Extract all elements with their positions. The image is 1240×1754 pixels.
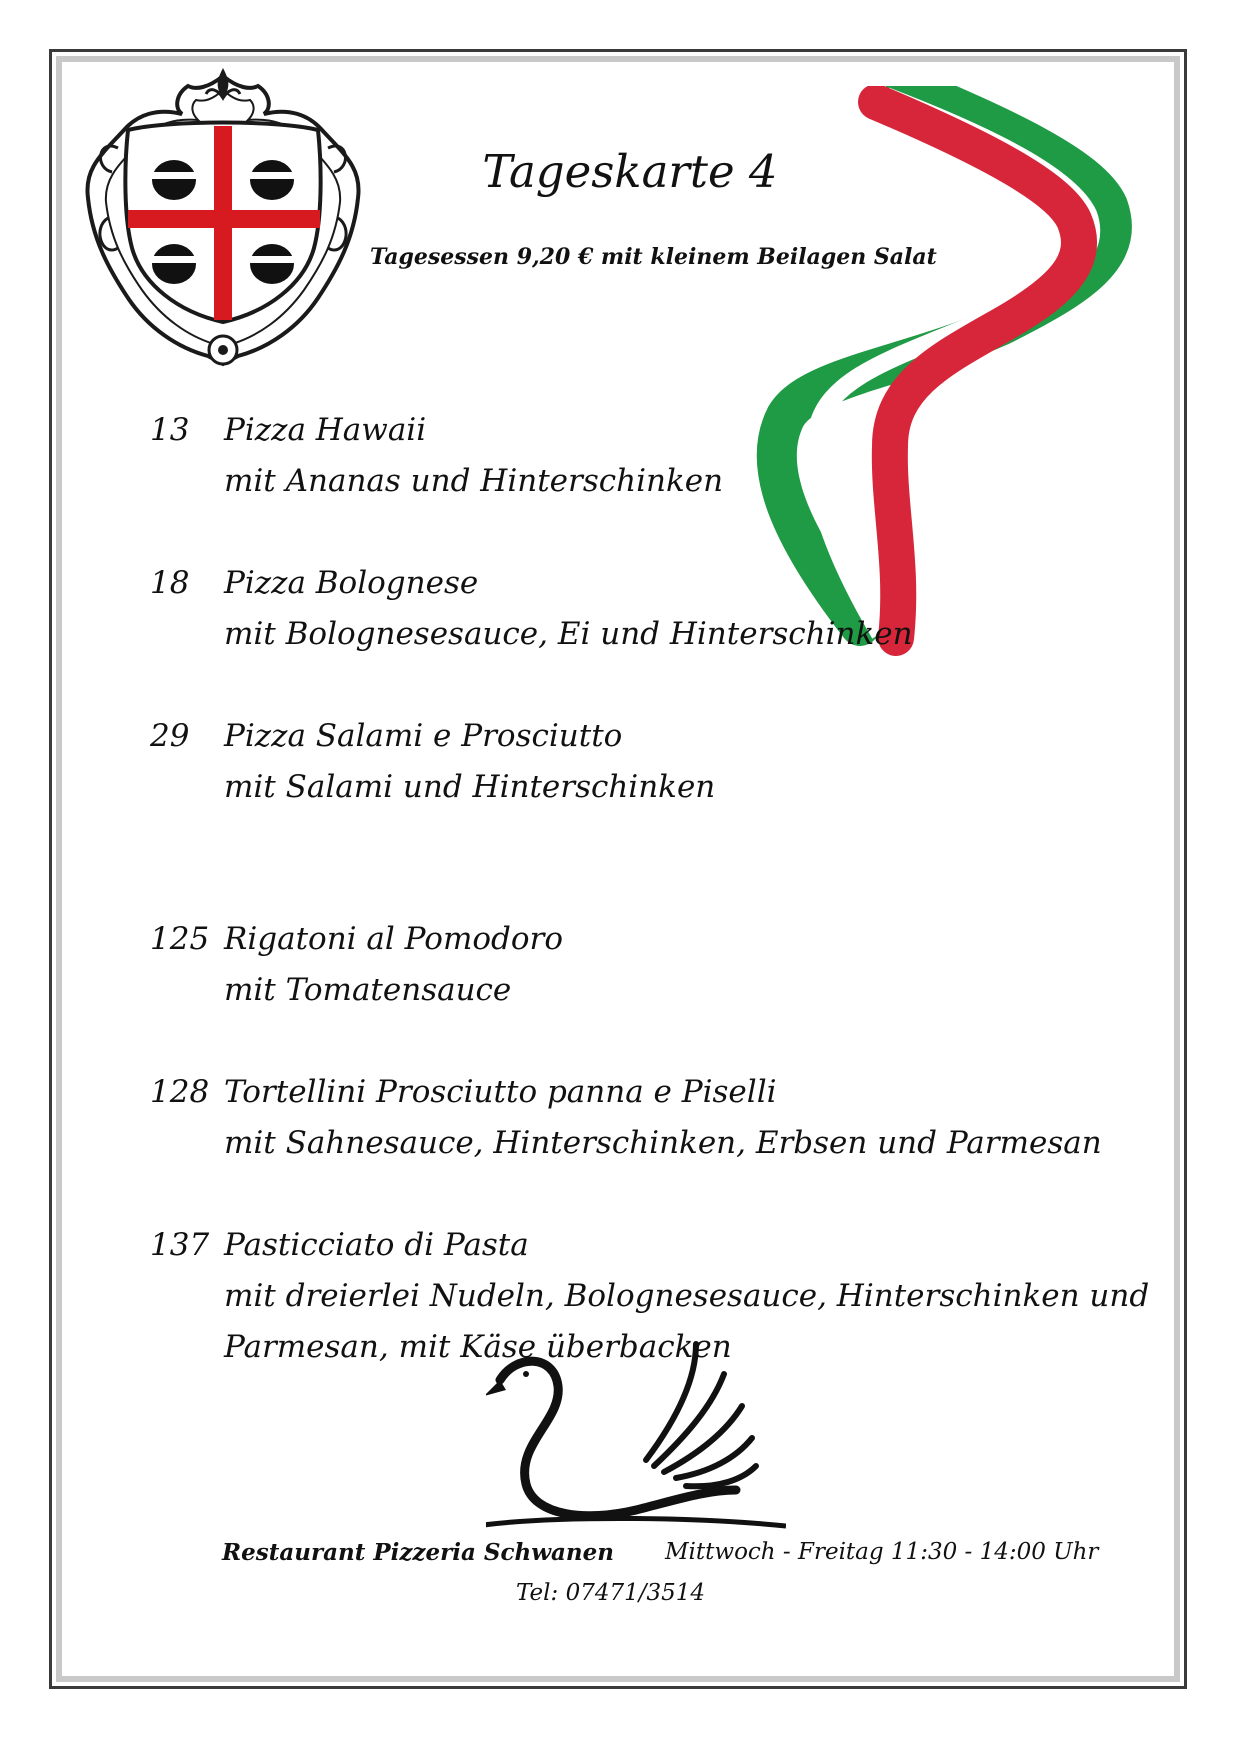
- sardinia-crest-icon: [78, 68, 368, 378]
- menu-item: [150, 558, 1050, 660]
- menu-item-description: mit Ananas und Hinterschinken: [224, 463, 724, 499]
- menu-item-description: mit Sahnesauce, Hinterschinken, Erbsen und Parmesan: [224, 1125, 1102, 1161]
- menu-item-description: Parmesan, mit Käse überbacken: [224, 1329, 732, 1365]
- menu-item-description: mit dreierlei Nudeln, Bolognesesauce, Hinterschinken und: [224, 1278, 1150, 1314]
- menu-item-description: mit Bolognesesauce, Ei und Hinterschinken: [224, 616, 913, 652]
- menu-item-name: Pizza Hawaii: [224, 412, 427, 448]
- menu-item-number: 29: [150, 718, 190, 754]
- menu-item-number: 125: [150, 921, 210, 957]
- menu-item-number: 18: [150, 565, 190, 601]
- phone-number: Tel: 07471/3514: [516, 1580, 706, 1606]
- menu-item: [150, 1067, 1102, 1169]
- swan-logo-icon: [486, 1340, 786, 1540]
- menu-title: Tageskarte 4: [482, 145, 778, 198]
- menu-item-name: Pizza Salami e Prosciutto: [224, 718, 623, 754]
- menu-item: [150, 405, 1050, 507]
- restaurant-name: Restaurant Pizzeria Schwanen: [222, 1539, 614, 1566]
- menu-item-number: 137: [150, 1227, 210, 1263]
- menu-item-number: 128: [150, 1074, 210, 1110]
- opening-hours: Mittwoch - Freitag 11:30 - 14:00 Uhr: [665, 1539, 1099, 1565]
- menu-item-name: Rigatoni al Pomodoro: [224, 921, 564, 957]
- menu-item-name: Tortellini Prosciutto panna e Piselli: [224, 1074, 777, 1110]
- menu-subtitle: Tagesessen 9,20 € mit kleinem Beilagen Salat: [370, 244, 937, 270]
- menu-item: [150, 914, 1050, 1016]
- menu-item: [150, 711, 1050, 813]
- menu-item-description: mit Tomatensauce: [224, 972, 512, 1008]
- menu-item-description: mit Salami und Hinterschinken: [224, 769, 716, 805]
- menu-item-name: Pasticciato di Pasta: [224, 1227, 529, 1263]
- menu-item-name: Pizza Bolognese: [224, 565, 479, 601]
- menu-item-number: 13: [150, 412, 190, 448]
